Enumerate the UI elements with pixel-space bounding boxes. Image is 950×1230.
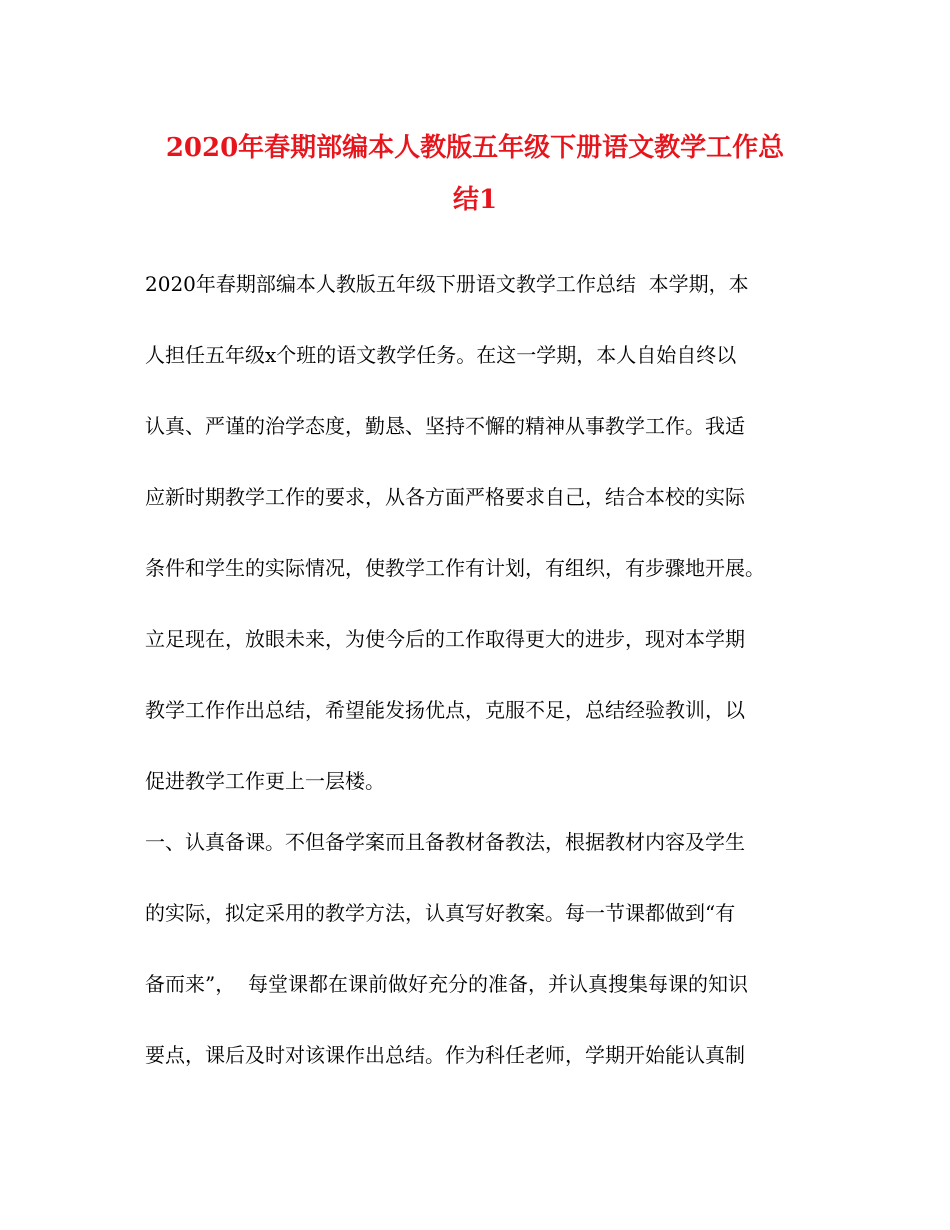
body-text-line: 一、认真备课。不但备学案而且备教材备教法，根据教材内容及学生 xyxy=(145,830,745,854)
body-text-line: 备而来”， 每堂课都在课前做好充分的准备，并认真搜集每课的知识 xyxy=(145,972,748,996)
body-text-line: 促进教学工作更上一层楼。 xyxy=(145,769,385,793)
body-text-line: 应新时期教学工作的要求，从各方面严格要求自己，结合本校的实际 xyxy=(145,485,745,509)
document-title-line-1: 2020年春期部编本人教版五年级下册语文教学工作总 xyxy=(165,133,785,163)
body-text-line: 的实际，拟定采用的教学方法，认真写好教案。每一节课都做到“有 xyxy=(145,901,736,925)
body-text-line: 立足现在，放眼未来，为使今后的工作取得更大的进步，现对本学期 xyxy=(145,627,745,651)
body-text-line: 认真、严谨的治学态度，勤恳、坚持不懈的精神从事教学工作。我适 xyxy=(145,414,745,438)
body-text-line: 要点，课后及时对该课作出总结。作为科任老师，学期开始能认真制 xyxy=(145,1043,745,1067)
body-text-line: 人担任五年级x个班的语文教学任务。在这一学期，本人自始自终以 xyxy=(145,343,737,367)
body-text-line: 教学工作作出总结，希望能发扬优点，克服不足，总结经验教训，以 xyxy=(145,698,745,722)
body-text-line: 条件和学生的实际情况，使教学工作有计划，有组织，有步骤地开展。 xyxy=(145,556,765,580)
body-text-line: 2020年春期部编本人教版五年级下册语文教学工作总结 本学期，本 xyxy=(145,272,749,296)
document-title-line-2: 结1 xyxy=(452,185,498,215)
